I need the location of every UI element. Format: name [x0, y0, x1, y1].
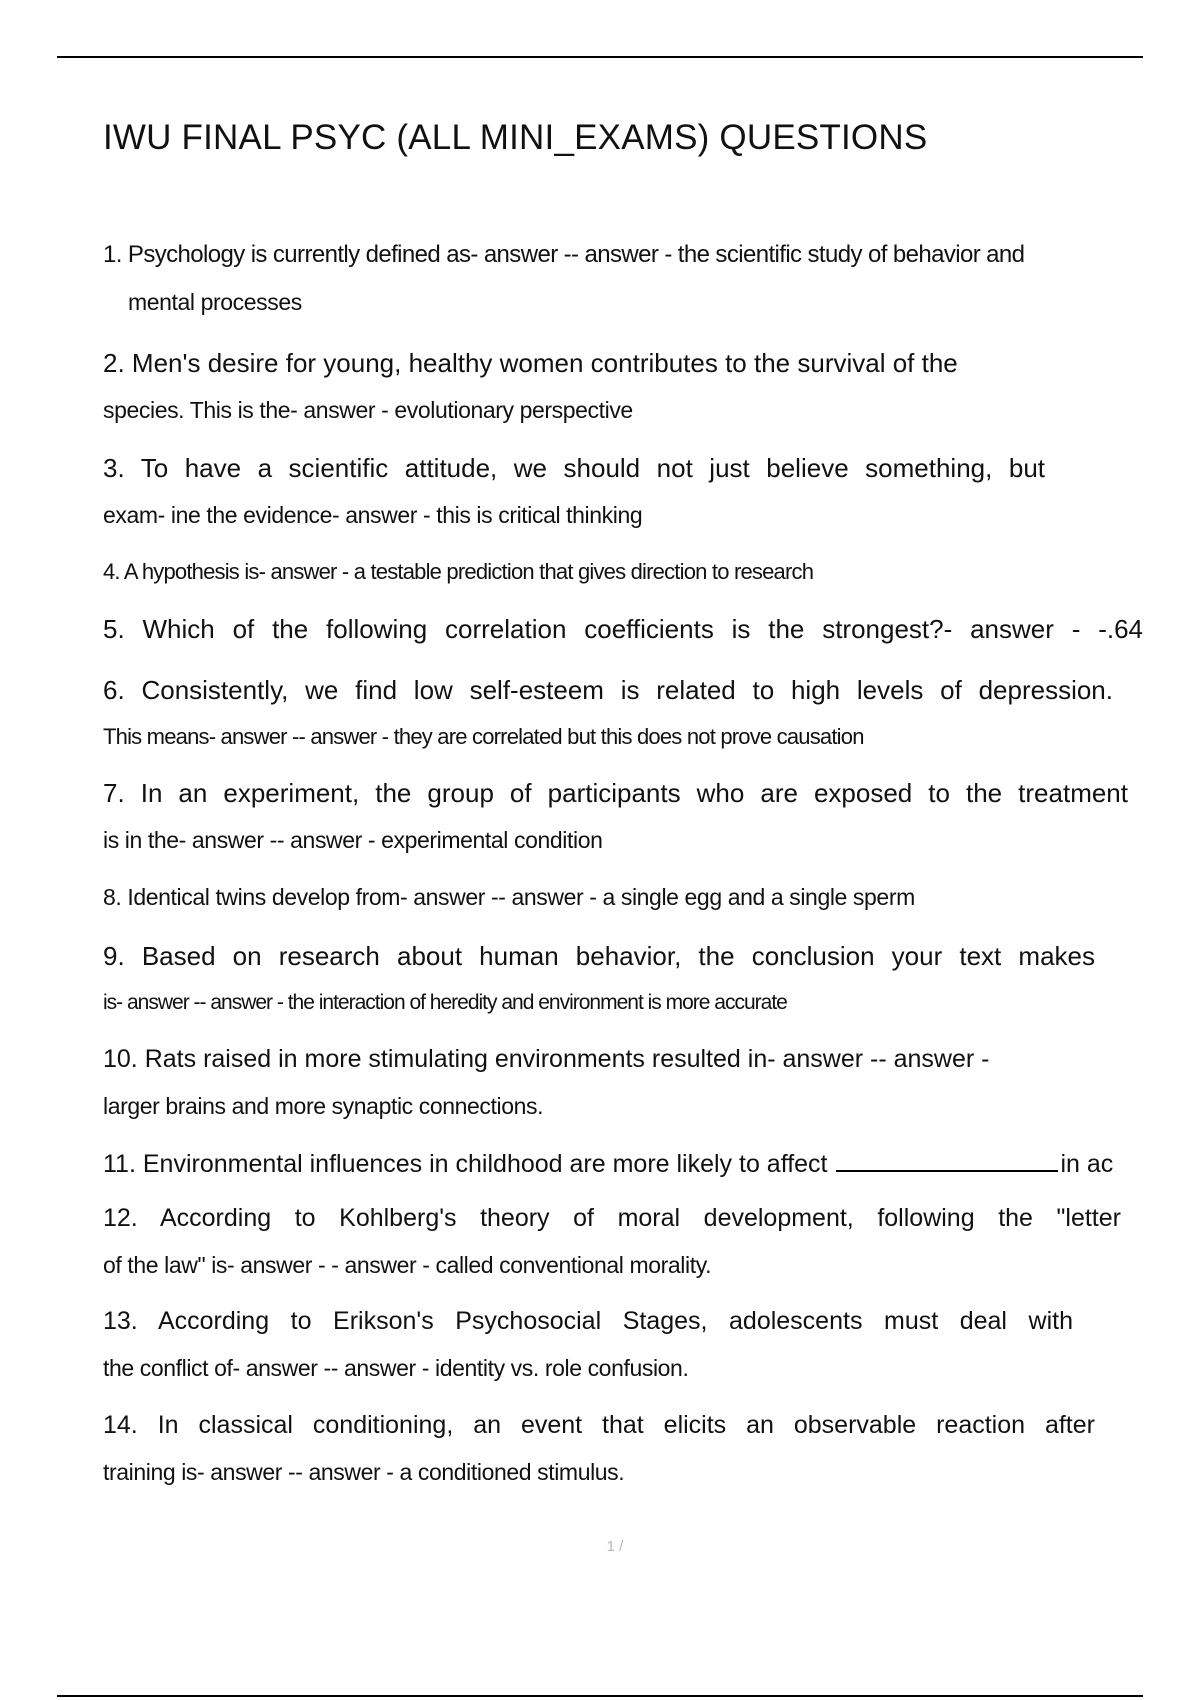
question-number: 12.: [103, 1204, 138, 1232]
question-5: [103, 606, 1143, 652]
question-14: [103, 1402, 1095, 1496]
question-text: Men's desire for young, healthy women contributes to the survival of the: [131, 348, 958, 378]
question-text-cont: larger brains and more synaptic connections.: [103, 1093, 544, 1119]
question-number: 1.: [103, 241, 122, 268]
question-1: [103, 232, 1143, 326]
page-number: 1 /: [606, 1538, 624, 1555]
question-number: 14.: [103, 1411, 138, 1439]
question-text-cont: the conflict of- answer -- answer - identity vs. role confusion.: [103, 1355, 689, 1381]
question-2: [103, 340, 1143, 434]
question-text-cont: is in the- answer -- answer - experimental condition: [103, 827, 603, 853]
question-text-cont: species. This is the- answer - evolutionary perspective: [103, 397, 633, 423]
question-text-cont: exam- ine the evidence- answer - this is critical thinking: [103, 502, 643, 528]
question-8: [103, 873, 1143, 921]
question-text-overflow: in ac: [1060, 1150, 1114, 1178]
question-10: [103, 1036, 1143, 1130]
question-number: 8.: [103, 884, 122, 910]
bottom-rule: [57, 1695, 1143, 1697]
question-text: To have a scientific attitude, we should not just believe something, but: [140, 453, 1045, 483]
answer-blank: [836, 1146, 1058, 1172]
question-text: A hypothesis is- answer - a testable prediction that gives direction to research: [123, 559, 814, 584]
question-text: Psychology is currently defined as- answer -- answer - the scientific study of behavior and: [127, 241, 1025, 268]
question-11: [103, 1141, 1200, 1187]
question-text: Identical twins develop from- answer -- answer - a single egg and a single sperm: [127, 884, 915, 910]
question-number: 6.: [103, 675, 125, 705]
question-number: 11.: [103, 1150, 136, 1178]
question-text-cont: This means- answer -- answer - they are correlated but this does not prove causation: [103, 724, 864, 749]
question-text: In classical conditioning, an event that elicits an observable reaction after: [157, 1411, 1095, 1439]
question-number: 5.: [103, 614, 125, 644]
question-3: [103, 445, 1045, 539]
question-number: 13.: [103, 1307, 138, 1335]
question-text: According to Erikson's Psychosocial Stages, adolescents must deal with: [157, 1307, 1073, 1335]
question-text: Which of the following correlation coefficients is the strongest?- answer - -.64: [142, 614, 1143, 644]
question-text: Consistently, we find low self-esteem is related to high levels of depression.: [141, 675, 1113, 705]
question-text: Environmental influences in childhood are more likely to affect: [142, 1150, 828, 1178]
question-text: According to Kohlberg's theory of moral development, following the "letter: [159, 1204, 1121, 1232]
question-text: Rats raised in more stimulating environments resulted in- answer -- answer -: [144, 1045, 990, 1073]
question-number: 3.: [103, 453, 125, 483]
question-text: Based on research about human behavior, the conclusion your text makes: [141, 941, 1095, 971]
question-4: [103, 548, 1143, 596]
question-number: 9.: [103, 941, 125, 971]
question-12: [103, 1195, 1121, 1289]
question-text-cont: of the law" is- answer - - answer - called conventional morality.: [103, 1252, 712, 1278]
question-number: 4.: [103, 559, 120, 584]
question-number: 10.: [103, 1045, 138, 1073]
question-7: [103, 770, 1128, 864]
question-text-cont: mental processes: [128, 289, 302, 315]
question-9: [103, 933, 1095, 1027]
question-text-cont: training is- answer -- answer - a conditioned stimulus.: [103, 1459, 625, 1485]
question-text: In an experiment, the group of participants who are exposed to the treatment: [140, 778, 1128, 808]
question-13: [103, 1298, 1073, 1392]
question-number: 7.: [103, 778, 125, 808]
question-6: [103, 667, 1113, 761]
top-rule: [57, 56, 1143, 58]
question-number: 2.: [103, 348, 125, 378]
question-text-cont: is- answer -- answer - the interaction of heredity and environment is more accurate: [103, 991, 787, 1014]
page-title: IWU FINAL PSYC (ALL MINI_EXAMS) QUESTIONS: [103, 118, 928, 157]
